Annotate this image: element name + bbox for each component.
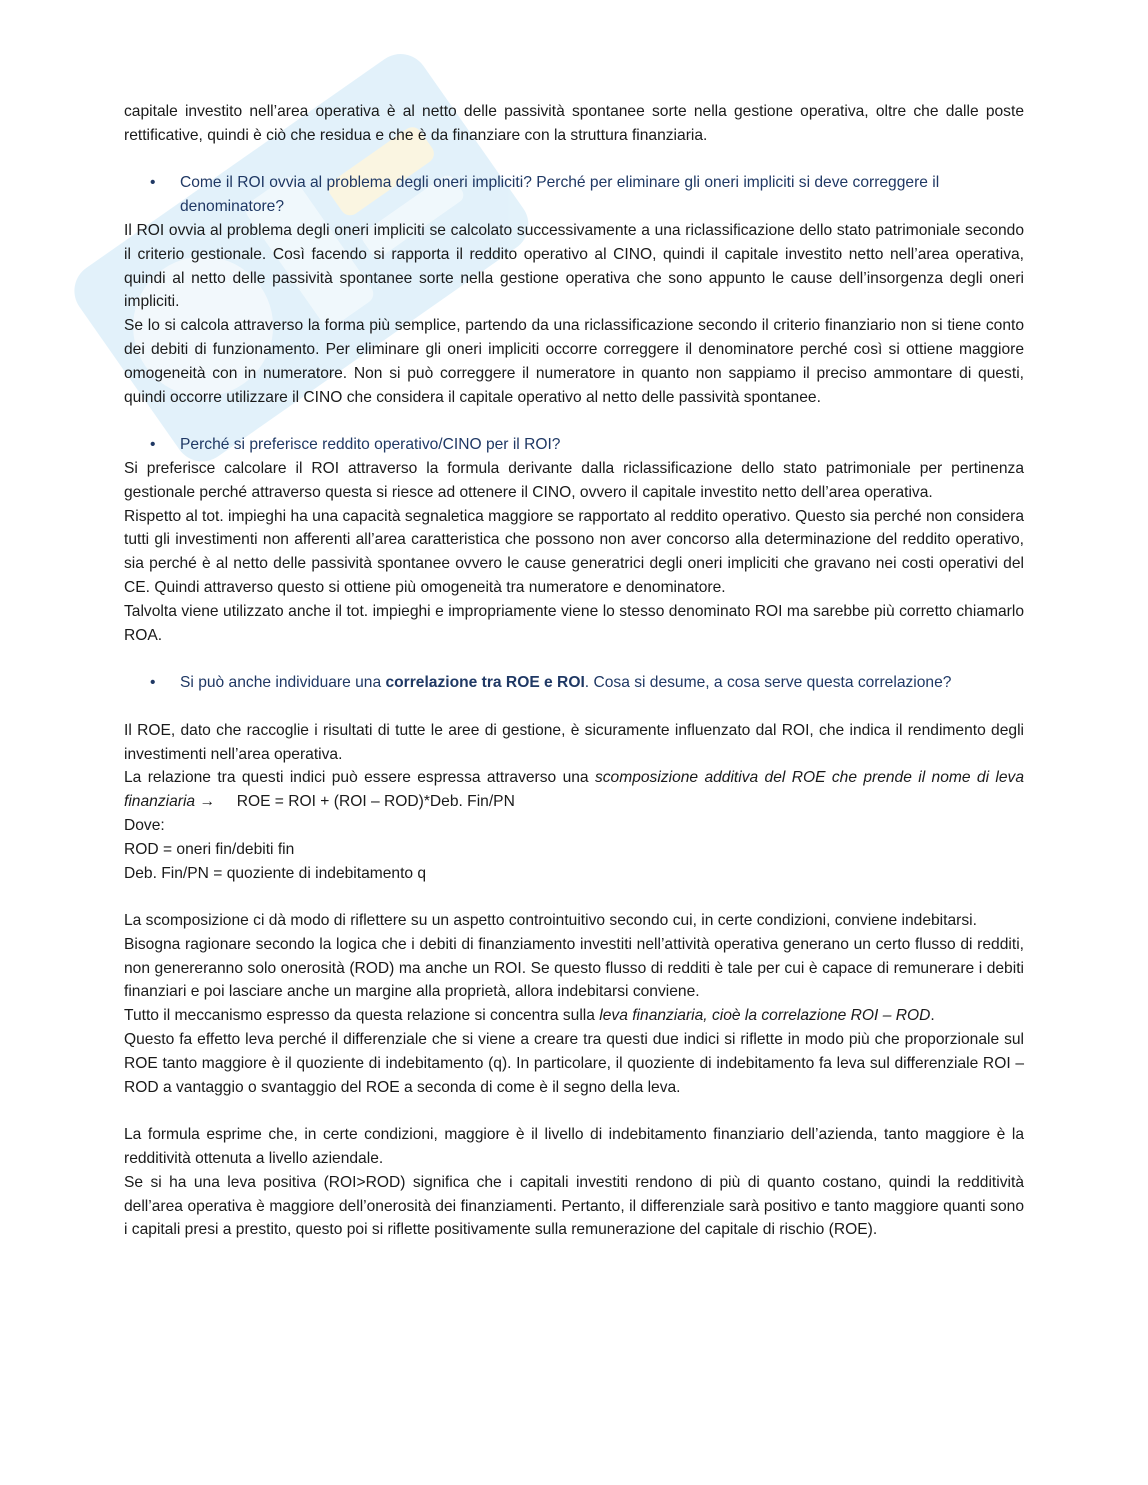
formula: ROE = ROI + (ROI – ROD)*Deb. Fin/PN bbox=[236, 793, 515, 811]
paragraph: La scomposizione ci dà modo di riflettere su un aspetto controintuitivo secondo cui, in certe condizioni, conviene indebitarsi. bbox=[124, 912, 977, 930]
paragraph: Dove: bbox=[124, 816, 165, 834]
paragraph: Se si ha una leva positiva (ROI>ROD) significa che i capitali investiti rendono di più di quanto costano, quindi la redditività dell’area operativa è maggiore dell’onerosità dei finanziamenti. Pertanto, il differenziale sarà positivo e tanto maggiore quanti sono i capitali presi a prestito, questo poi si riflette positivamente sulla remunerazione del capitale di rischio (ROE). bbox=[124, 1173, 1024, 1239]
paragraph: Bisogna ragionare secondo la logica che i debiti di finanziamento investiti nell’attività operativa generano un certo flusso di redditi, non genereranno solo onerosità (ROD) ma anche un ROI. Se questo flusso di redditi è tale per cui è capace di remunerare i debiti finanziari e poi lasciare anche un margine alla proprietà, allora indebitarsi conviene. bbox=[124, 935, 1024, 1001]
paragraph: La formula esprime che, in certe condizioni, maggiore è il livello di indebitamento finanziario dell’azienda, tanto maggiore è la redditività ottenuta a livello aziendale. bbox=[124, 1126, 1024, 1168]
question-bullet bbox=[124, 433, 1024, 457]
italic-term: scomposizione additiva del ROE che prende il nome di leva finanziaria bbox=[124, 769, 1024, 811]
paragraph: Se lo si calcola attraverso la forma più semplice, partendo da una riclassificazione secondo il criterio finanziario non si tiene conto dei debiti di funzionamento. Per eliminare gli oneri impliciti occorre correggere il denominatore perché così si ottiene maggiore omogeneità con in numeratore. Non si può correggere il numeratore in quanto non sappiamo il preciso ammontare di questi, quindi occorre utilizzare il CINO che considera il capitale operativo al netto delle passività spontanee. bbox=[124, 317, 1024, 406]
question-text: • Come il ROI ovvia al problema degli oneri impliciti? Perché per eliminare gli oneri impliciti si deve correggere il denominatore? bbox=[180, 174, 940, 216]
document-body bbox=[124, 100, 1024, 1242]
paragraph: capitale investito nell’area operativa è al netto delle passività spontanee sorte nella gestione operativa, oltre che dalle poste rettificative, quindi è ciò che residua e che è da finanziare con la struttura finanziaria. bbox=[124, 103, 1024, 144]
question-text: • Si può anche individuare una correlazione tra ROE e ROI. Cosa si desume, a cosa serve questa correlazione? bbox=[180, 674, 952, 692]
paragraph: ROD = oneri fin/debiti fin bbox=[124, 840, 295, 858]
italic-term: leva finanziaria, cioè la correlazione ROI – ROD bbox=[599, 1007, 931, 1025]
paragraph: Deb. Fin/PN = quoziente di indebitamento q bbox=[124, 864, 427, 882]
arrow-icon: → bbox=[195, 793, 220, 811]
bold-term: correlazione tra ROE e ROI bbox=[385, 674, 585, 692]
paragraph: La relazione tra questi indici può essere espressa attraverso una scomposizione additiva del ROE che prende il nome di leva finanziaria → ROE = ROI + (ROI – ROD)*Deb. Fin/PN bbox=[124, 769, 1024, 811]
paragraph: Questo fa effetto leva perché il differenziale che si viene a creare tra questi due indici si riflette in modo più che proporzionale sul ROE tanto maggiore è il quoziente di indebitamento (q). In particolare, il quoziente di indebitamento fa leva sul differenziale ROI – ROD a vantaggio o svantaggio del ROE a seconda di come è il segno della leva. bbox=[124, 1031, 1024, 1096]
paragraph: Tutto il meccanismo espresso da questa relazione si concentra sulla leva finanziaria, cioè la correlazione ROI – ROD. bbox=[124, 1007, 935, 1025]
paragraph: Il ROI ovvia al problema degli oneri impliciti se calcolato successivamente a una riclassificazione dello stato patrimoniale secondo il criterio gestionale. Così facendo si rapporta il reddito operativo al CINO, quindi il capitale investito netto nell’area operativa, quindi al netto delle passività spontanee sorte nella gestione operativa che sono appunto le cause dell’insorgenza degli oneri impliciti. bbox=[124, 221, 1024, 311]
paragraph: Si preferisce calcolare il ROI attraverso la formula derivante dalla riclassificazione dello stato patrimoniale per pertinenza gestionale perché attraverso questa si riesce ad ottenere il CINO, ovvero il capitale investito netto dell’area operativa. bbox=[124, 459, 1024, 501]
question-bullet bbox=[124, 671, 1024, 695]
paragraph: Talvolta viene utilizzato anche il tot. impieghi e impropriamente viene lo stesso denominato ROI ma sarebbe più corretto chiamarlo ROA. bbox=[124, 602, 1024, 644]
paragraph: Il ROE, dato che raccoglie i risultati di tutte le aree di gestione, è sicuramente influenzato dal ROI, che indica il rendimento degli investimenti nell’area operativa. bbox=[124, 721, 1024, 763]
paragraph: Rispetto al tot. impieghi ha una capacità segnaletica maggiore se rapportato al reddito operativo. Questo sia perché non considera tutti gli investimenti non afferenti all’area caratteristica che possono non aver concorso alla determinazione del reddito operativo, sia perché è al netto delle passività spontanee ovvero le cause generatrici degli oneri impliciti che gravano nei costi operativi del CE. Quindi attraverso questo si ottiene più omogeneità tra numeratore e denominatore. bbox=[124, 507, 1024, 596]
question-bullet bbox=[124, 171, 1024, 219]
question-text: • Perché si preferisce reddito operativo/CINO per il ROI? bbox=[180, 436, 561, 454]
